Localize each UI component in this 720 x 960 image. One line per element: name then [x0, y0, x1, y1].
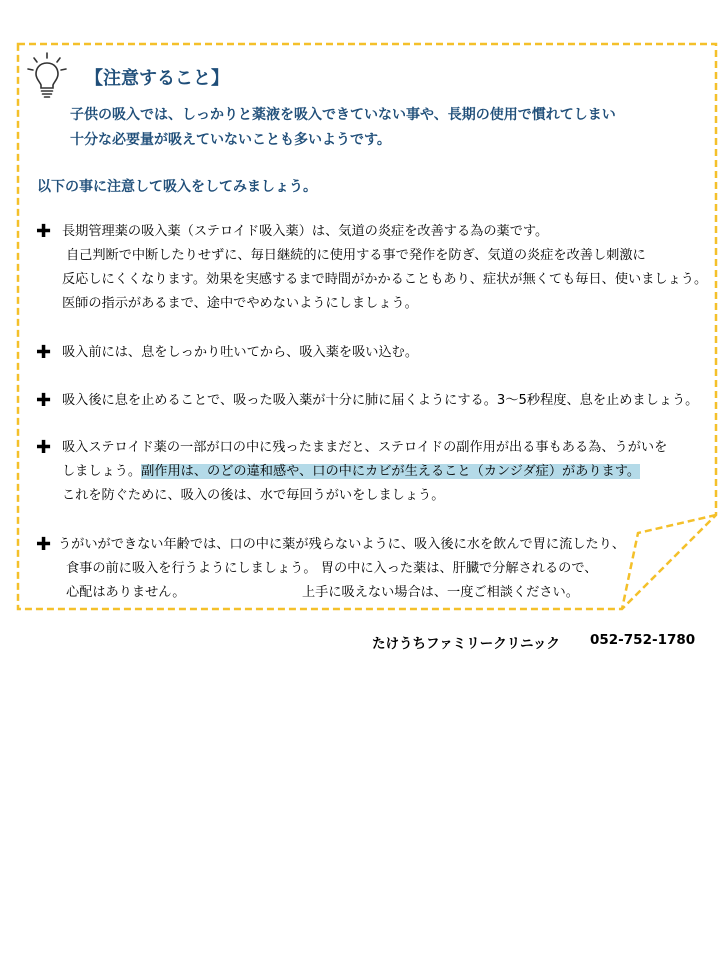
item-2-line-1: 吸入前には、息をしっかり吐いてから、吸入薬を吸い込む。: [62, 345, 419, 360]
bullet-plus-icon: ✚: [36, 390, 52, 411]
item-5-line-3: 心配はありません。: [66, 585, 186, 600]
item-1-line-4: 医師の指示があるまで、途中でやめないようにしましょう。: [62, 296, 418, 311]
bullet-plus-icon: ✚: [36, 534, 52, 555]
item-4-line-3: これを防ぐために、吸入の後は、水で毎回うがいをしましょう。: [62, 488, 445, 503]
side-effect-highlight: 副作用は、のどの違和感や、口の中にカビが生えること（カンジダ症）があります。: [141, 464, 641, 479]
bullet-plus-icon: ✚: [36, 437, 52, 458]
item-4-line-1: 吸入ステロイド薬の一部が口の中に残ったままだと、ステロイドの副作用が出る事もある為、うがいを: [62, 440, 668, 455]
item-1-line-1: 長期管理薬の吸入薬（ステロイド吸入薬）は、気道の炎症を改善する為の薬です。: [62, 224, 549, 239]
consult-note: 上手に吸えない場合は、一度ご相談ください。: [302, 585, 579, 600]
item-3-line-1: 吸入後に息を止めることで、吸った吸入薬が十分に肺に届くようにする。3～5秒程度、息を止めましょう。: [62, 393, 699, 408]
item-4-line-2-plain: しましょう。: [62, 464, 142, 479]
intro-line-2: 十分な必要量が吸えていないことも多いようです。: [70, 132, 391, 148]
clinic-phone: 052-752-1780: [590, 632, 696, 648]
bullet-plus-icon: ✚: [36, 221, 52, 242]
item-5-line-2: 食事の前に吸入を行うようにしましょう。 胃の中に入った薬は、肝臓で分解されるので、: [66, 561, 598, 576]
intro-line-1: 子供の吸入では、しっかりと薬液を吸入できていない事や、長期の使用で慣れてしまい: [70, 107, 616, 123]
subheading: 以下の事に注意して吸入をしてみましょう。: [37, 179, 317, 195]
item-1-line-3: 反応しにくくなります。効果を実感するまで時間がかかることもあり、症状が無くても毎日、使いましょう。: [62, 272, 708, 287]
item-5-line-1: うがいができない年齢では、口の中に薬が残らないように、吸入後に水を飲んで胃に流したり、: [58, 537, 626, 552]
notice-title: 【注意すること】: [85, 68, 229, 89]
item-1-line-2: 自己判断で中断したりせずに、毎日継続的に使用する事で発作を防ぎ、気道の炎症を改善し刺激に: [66, 248, 646, 263]
bullet-plus-icon: ✚: [36, 342, 52, 363]
lightbulb-icon: [26, 51, 68, 101]
item-4-line-2: [62, 463, 640, 481]
clinic-name: たけうちファミリークリニック: [372, 636, 560, 652]
